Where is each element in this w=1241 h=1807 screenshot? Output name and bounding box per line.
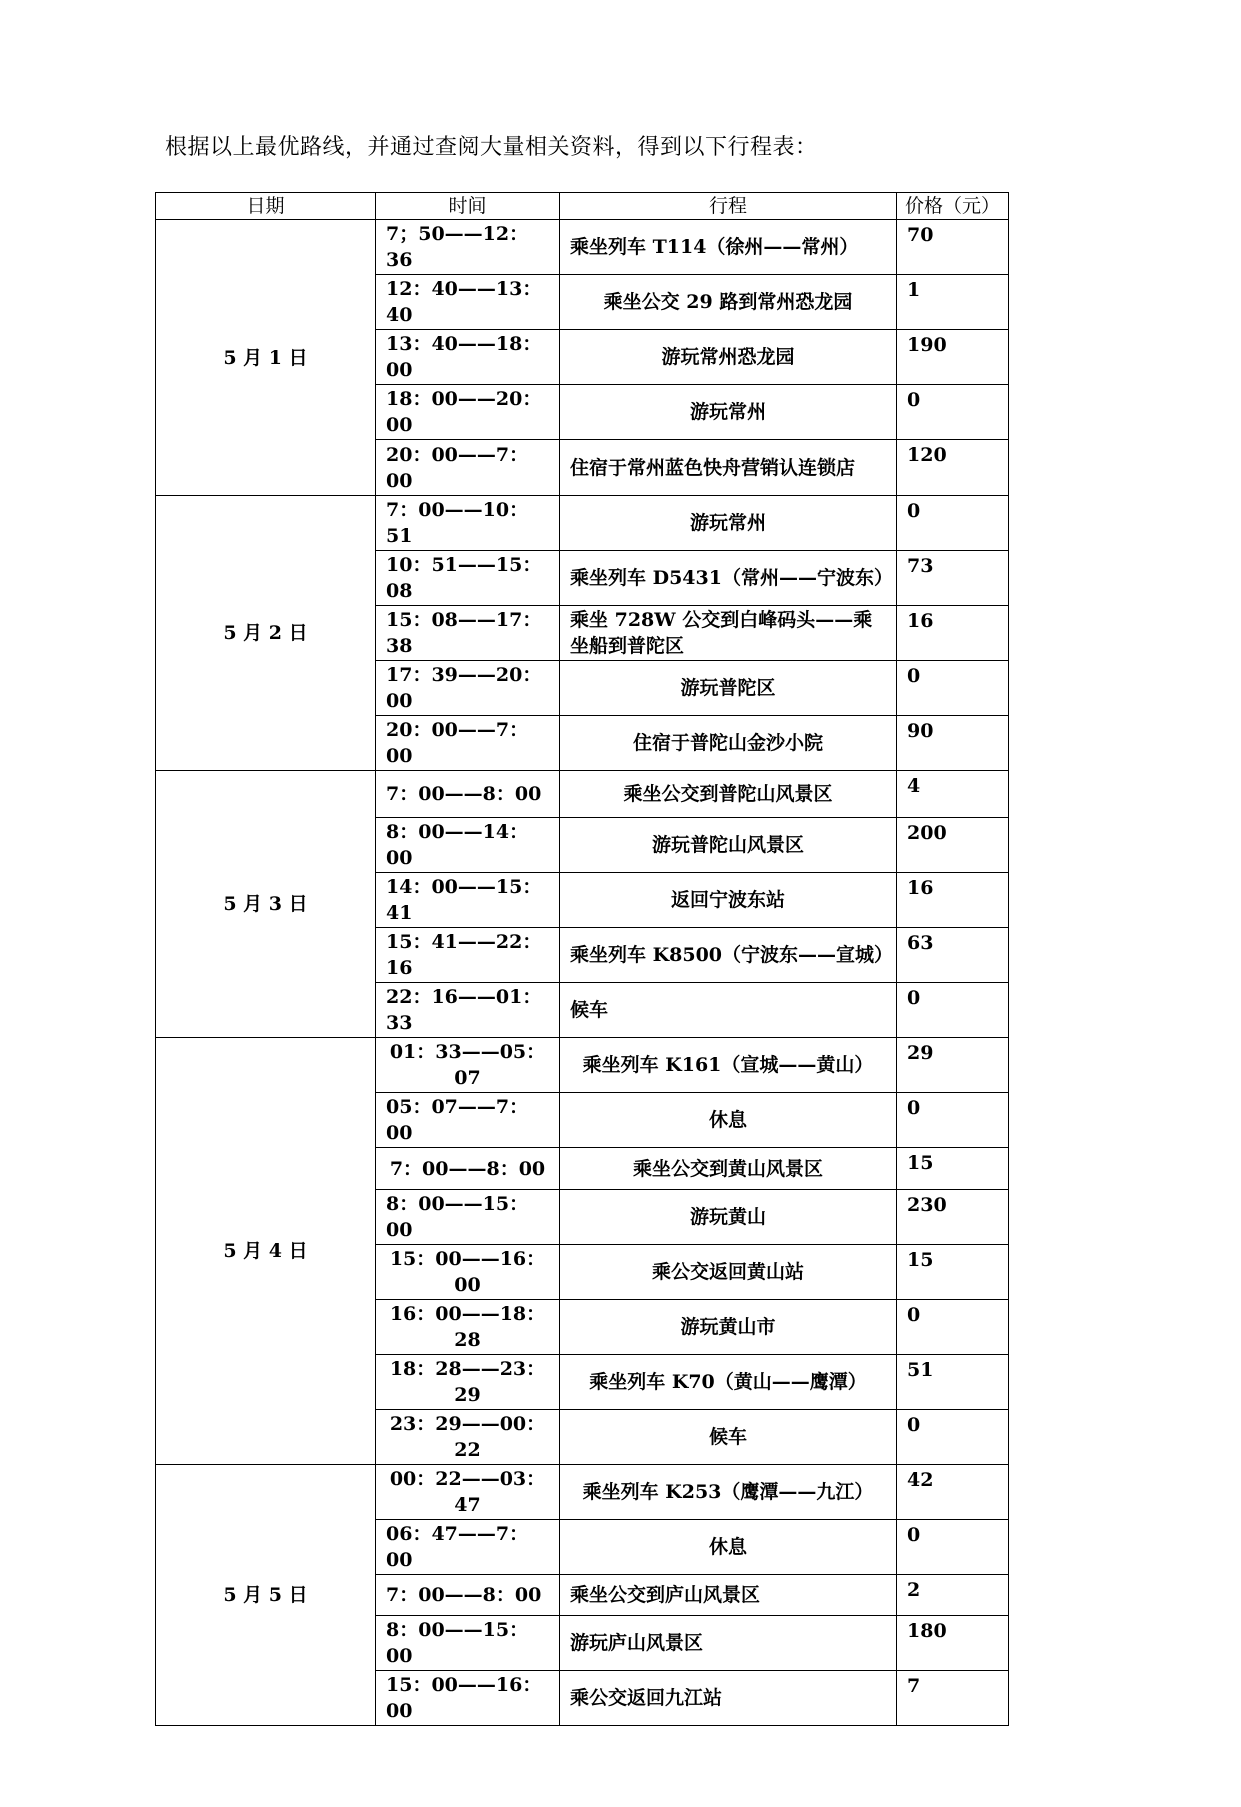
trip-cell: 乘坐公交到庐山风景区 [560, 1575, 897, 1616]
price-cell: 29 [897, 1038, 1009, 1093]
price-cell: 0 [897, 1520, 1009, 1575]
time-cell: 18：28——23：29 [376, 1355, 560, 1410]
price-cell: 120 [897, 440, 1009, 496]
price-cell: 190 [897, 330, 1009, 385]
time-cell: 05：07——7：00 [376, 1093, 560, 1148]
trip-cell: 游玩普陀区 [560, 661, 897, 716]
time-cell: 8：00——15：00 [376, 1190, 560, 1245]
price-cell: 4 [897, 771, 1009, 818]
trip-cell: 乘坐列车 K8500（宁波东——宣城） [560, 928, 897, 983]
time-cell: 15：00——16：00 [376, 1245, 560, 1300]
trip-cell: 休息 [560, 1093, 897, 1148]
price-cell: 200 [897, 818, 1009, 873]
time-cell: 13：40——18：00 [376, 330, 560, 385]
time-cell: 15：00——16：00 [376, 1671, 560, 1726]
time-cell: 7：00——8：00 [376, 1148, 560, 1190]
time-cell: 7：00——8：00 [376, 1575, 560, 1616]
price-cell: 63 [897, 928, 1009, 983]
date-cell: 5 月 5 日 [156, 1465, 376, 1726]
trip-cell: 乘坐列车 T114（徐州——常州） [560, 220, 897, 275]
price-cell: 0 [897, 496, 1009, 551]
date-cell: 5 月 4 日 [156, 1038, 376, 1465]
time-cell: 17：39——20：00 [376, 661, 560, 716]
trip-cell: 乘坐公交到普陀山风景区 [560, 771, 897, 818]
time-cell: 8：00——14：00 [376, 818, 560, 873]
table-row [156, 771, 1009, 818]
time-cell: 8：00——15：00 [376, 1616, 560, 1671]
price-cell: 7 [897, 1671, 1009, 1726]
time-cell: 00：22——03：47 [376, 1465, 560, 1520]
time-cell: 15：08——17：38 [376, 606, 560, 661]
trip-cell: 乘坐 728W 公交到白峰码头——乘坐船到普陀区 [560, 606, 897, 661]
price-cell: 90 [897, 716, 1009, 771]
price-cell: 15 [897, 1148, 1009, 1190]
itinerary-table [155, 192, 1009, 1726]
table-row [156, 1465, 1009, 1520]
trip-cell: 游玩常州恐龙园 [560, 330, 897, 385]
table-body [156, 220, 1009, 1726]
trip-cell: 住宿于常州蓝色快舟营销认连锁店 [560, 440, 897, 496]
time-cell: 20：00——7：00 [376, 716, 560, 771]
time-cell: 12：40——13：40 [376, 275, 560, 330]
trip-cell: 游玩黄山市 [560, 1300, 897, 1355]
price-cell: 70 [897, 220, 1009, 275]
price-cell: 2 [897, 1575, 1009, 1616]
trip-cell: 乘坐公交到黄山风景区 [560, 1148, 897, 1190]
price-cell: 15 [897, 1245, 1009, 1300]
price-cell: 0 [897, 1093, 1009, 1148]
header-date: 日期 [156, 193, 376, 220]
table-row [156, 220, 1009, 275]
table-header-row [156, 193, 1009, 220]
table-row [156, 496, 1009, 551]
header-time: 时间 [376, 193, 560, 220]
time-cell: 10：51——15：08 [376, 551, 560, 606]
trip-cell: 游玩黄山 [560, 1190, 897, 1245]
time-cell: 22：16——01：33 [376, 983, 560, 1038]
price-cell: 0 [897, 1300, 1009, 1355]
trip-cell: 乘坐列车 K161（宣城——黄山） [560, 1038, 897, 1093]
trip-cell: 乘坐列车 D5431（常州——宁波东） [560, 551, 897, 606]
price-cell: 180 [897, 1616, 1009, 1671]
price-cell: 42 [897, 1465, 1009, 1520]
price-cell: 51 [897, 1355, 1009, 1410]
time-cell: 7；50——12：36 [376, 220, 560, 275]
trip-cell: 乘公交返回黄山站 [560, 1245, 897, 1300]
time-cell: 7：00——8：00 [376, 771, 560, 818]
trip-cell: 乘坐列车 K70（黄山——鹰潭） [560, 1355, 897, 1410]
time-cell: 7：00——10：51 [376, 496, 560, 551]
time-cell: 23：29——00：22 [376, 1410, 560, 1465]
time-cell: 18：00——20：00 [376, 385, 560, 440]
trip-cell: 游玩庐山风景区 [560, 1616, 897, 1671]
trip-cell: 乘公交返回九江站 [560, 1671, 897, 1726]
trip-cell: 游玩常州 [560, 385, 897, 440]
price-cell: 0 [897, 385, 1009, 440]
table-row [156, 1038, 1009, 1093]
time-cell: 15：41——22：16 [376, 928, 560, 983]
price-cell: 0 [897, 1410, 1009, 1465]
date-cell: 5 月 1 日 [156, 220, 376, 496]
time-cell: 01：33——05：07 [376, 1038, 560, 1093]
price-cell: 1 [897, 275, 1009, 330]
date-cell: 5 月 2 日 [156, 496, 376, 771]
time-cell: 06：47——7：00 [376, 1520, 560, 1575]
price-cell: 73 [897, 551, 1009, 606]
date-cell: 5 月 3 日 [156, 771, 376, 1038]
price-cell: 16 [897, 873, 1009, 928]
trip-cell: 候车 [560, 1410, 897, 1465]
price-cell: 0 [897, 661, 1009, 716]
trip-cell: 休息 [560, 1520, 897, 1575]
header-price: 价格（元） [897, 193, 1009, 220]
header-trip: 行程 [560, 193, 897, 220]
trip-cell: 返回宁波东站 [560, 873, 897, 928]
trip-cell: 候车 [560, 983, 897, 1038]
trip-cell: 乘坐公交 29 路到常州恐龙园 [560, 275, 897, 330]
time-cell: 14：00——15：41 [376, 873, 560, 928]
time-cell: 20：00——7：00 [376, 440, 560, 496]
trip-cell: 游玩常州 [560, 496, 897, 551]
price-cell: 0 [897, 983, 1009, 1038]
trip-cell: 乘坐列车 K253（鹰潭——九江） [560, 1465, 897, 1520]
intro-text: 根据以上最优路线，并通过查阅大量相关资料，得到以下行程表： [165, 135, 818, 160]
time-cell: 16：00——18：28 [376, 1300, 560, 1355]
trip-cell: 游玩普陀山风景区 [560, 818, 897, 873]
price-cell: 230 [897, 1190, 1009, 1245]
trip-cell: 住宿于普陀山金沙小院 [560, 716, 897, 771]
price-cell: 16 [897, 606, 1009, 661]
